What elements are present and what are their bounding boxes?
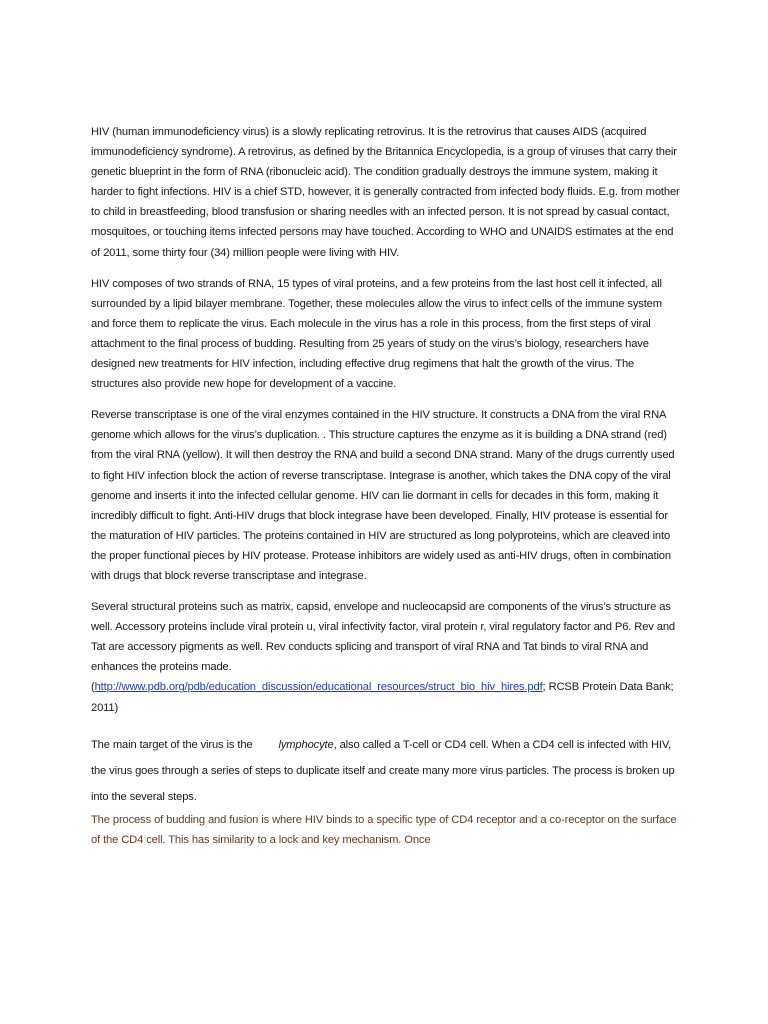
paragraph-structural-proteins bbox=[91, 597, 683, 718]
main-target-text-end: , also called a T-cell or CD4 cell. When a CD4 cell is infected with HIV, the virus goes through a series of steps to duplicate itself and create many more virus particles. The process is broken up into the several steps. bbox=[91, 738, 675, 803]
document-body bbox=[91, 122, 683, 850]
paragraph-hiv-intro: HIV (human immunodeficiency virus) is a slowly replicating retrovirus. It is the retrovirus that causes AIDS (acquired immunodeficiency syndrome). A retrovirus, as defined by the Britannica Encyclopedia, is a group of viruses that carry their genetic blueprint in the form of RNA (ribonucleic acid). The condition gradually destroys the immune system, making it harder to fight infections. HIV is a chief STD, however, it is generally contracted from infected body fluids. E.g. from mother to child in breastfeeding, blood transfusion or sharing needles with an infected person. It is not spread by casual contact, mosquitoes, or touching items infected persons may have touched. According to WHO and UNAIDS estimates at the end of 2011, some thirty four (34) million people were living with HIV. bbox=[91, 126, 680, 259]
paragraph-viral-enzymes: Reverse transcriptase is one of the viral enzymes contained in the HIV structure. It constructs a DNA from the viral RNA genome which allows for the virus’s duplication. . This structure captures the enzyme as it is building a DNA strand (red) from the viral RNA (yellow). It will then destroy the RNA and build a second DNA strand. Many of the drugs currently used to fight HIV infection block the action of reverse transcriptase. Integrase is another, which takes the DNA copy of the viral genome and inserts it into the infected cellular genome. HIV can lie dormant in cells for decades in this form, making it incredibly difficult to fight. Anti-HIV drugs that block integrase have been developed. Finally, HIV protease is essential for the maturation of HIV particles. The proteins contained in HIV are structured as long polyproteins, which are cleaved into the proper functional pieces by HIV protease. Protease inhibitors are widely used as anti-HIV drugs, often in combination with drugs that block reverse transcriptase and integrase. bbox=[91, 409, 675, 582]
structural-proteins-text: Several structural proteins such as matrix, capsid, envelope and nucleocapsid are components of the virus’s structure as well. Accessory proteins include viral protein u, viral infectivity factor, viral protein r, viral regulatory factor and P6. Rev and Tat are accessory pigments as well. Rev conducts splicing and transport of viral RNA and Tat binds to viral RNA and enhances the proteins made. bbox=[91, 601, 676, 674]
citation-source: ; RCSB Protein Data Bank; 2011) bbox=[91, 681, 674, 714]
paragraph-hiv-composition: HIV composes of two strands of RNA, 15 types of viral proteins, and a few proteins from the last host cell it infected, all surrounded by a lipid bilayer membrane. Together, these molecules allow the virus to infect cells of the immune system and force them to replicate the virus. Each molecule in the virus has a role in this process, from the first steps of viral attachment to the final process of budding. Resulting from 25 years of study on the virus’s biology, researchers have designed new treatments for HIV infection, including effective drug regimens that halt the growth of the virus. The structures also provide new hope for development of a vaccine. bbox=[91, 277, 662, 391]
lymphocyte-term: lymphocyte bbox=[278, 738, 334, 751]
main-target-text-start: The main target of the virus is the bbox=[91, 738, 253, 751]
paragraph-budding-fusion: The process of budding and fusion is where HIV binds to a specific type of CD4 receptor and a co-receptor on the surface of the CD4 cell. This has similarity to a lock and key mechanism. Once bbox=[91, 813, 677, 846]
citation-open: ( bbox=[91, 681, 95, 694]
paragraph-main-target bbox=[91, 732, 683, 810]
citation-link[interactable]: http://www.pdb.org/pdb/education_discussion/educational_resources/struct_bio_hiv_hires.pdf bbox=[94, 681, 543, 694]
